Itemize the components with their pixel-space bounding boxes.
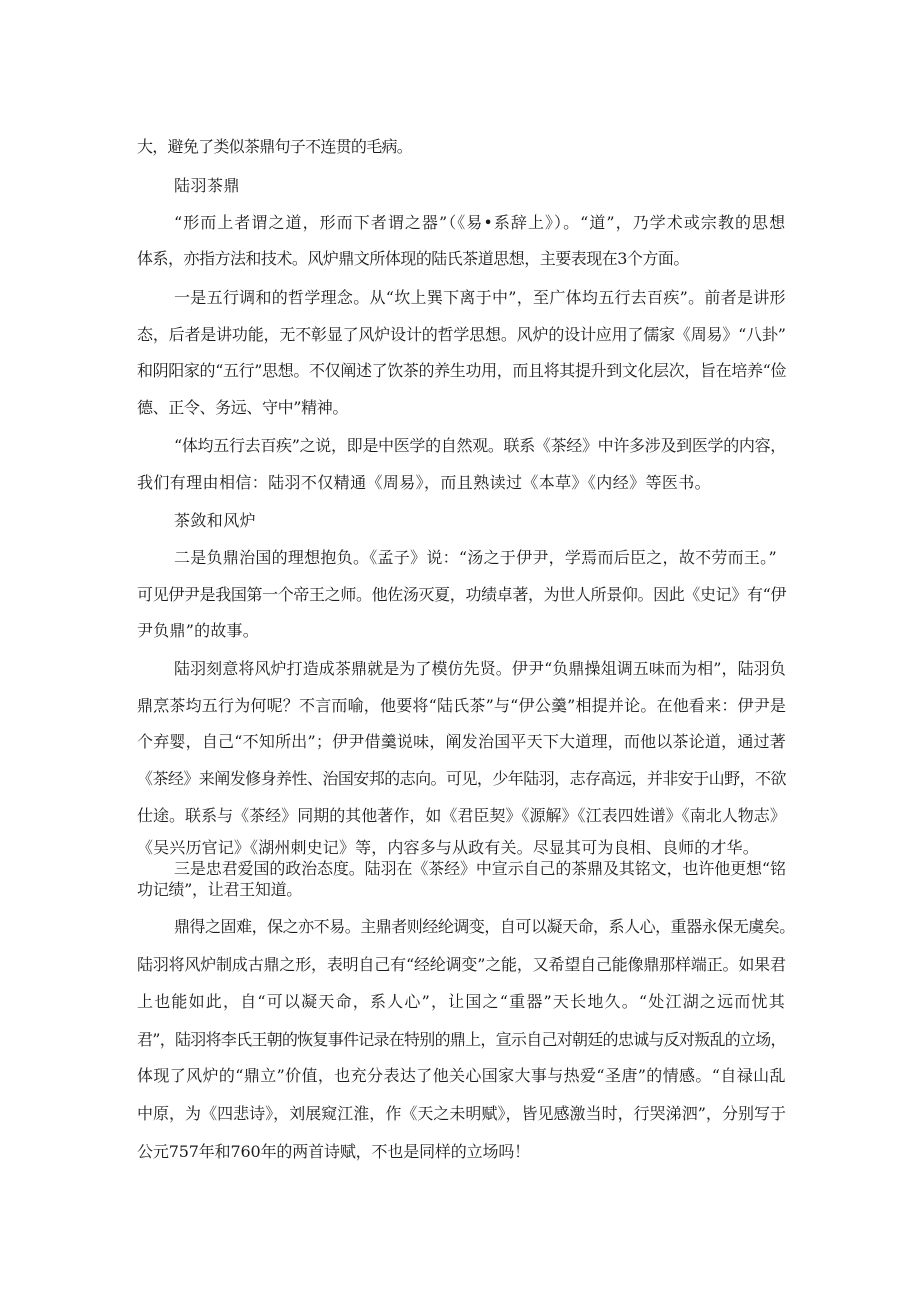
text-line: 《吴兴历官记》《湖州刺史记》等，内容多与从政有关。尽显其可为良相、良师的才华。 [137,838,759,857]
text-line: 陆羽刻意将风炉打造成茶鼎就是为了模仿先贤。伊尹“负鼎操俎调五味而为相”，陆羽负 [174,659,786,678]
text-line: 尹负鼎”的故事。 [137,621,260,640]
text-line: 功记绩”，让君王知道。 [137,880,302,899]
text-line: 仕途。联系与《茶经》同期的其他著作，如《君臣契》《源解》《江表四姓谱》《南北人物志》 [137,806,786,825]
text-line: 陆羽将风炉制成古鼎之形，表明自己有“经纶调变”之能，又希望自己能像鼎那样端正。如果君 [137,955,786,974]
text-line: 公元757年和760年的两首诗赋，不也是同样的立场吗！ [137,1142,531,1161]
text-line: 中原，为《四悲诗》，刘展窥江淮，作《天之未明赋》，皆见感激当时，行哭涕泗”，分别写于 [137,1104,787,1123]
text-line: 态，后者是讲功能，无不彰显了风炉设计的哲学思想。风炉的设计应用了儒家《周易》“八卦” [137,325,786,344]
text-line: 体系，亦指方法和技术。风炉鼎文所体现的陆氏茶道思想，主要表现在3个方面。 [137,249,689,268]
text-line: 《茶经》来阐发修身养性、治国安邦的志向。可见，少年陆羽，志存高远，并非安于山野，不欲 [137,769,786,788]
text-line: 上也能如此，自“可以凝天命，系人心”，让国之“重器”天长地久。“处江湖之远而忧其 [137,992,786,1011]
text-line: 大，避免了类似茶鼎句子不连贯的毛病。 [137,137,413,156]
text-line: “体均五行去百疾”之说，即是中医学的自然观。联系《茶经》中许多涉及到医学的内容， [174,436,786,455]
text-line: 可见伊尹是我国第一个帝王之师。他佐汤灭夏，功绩卓著，为世人所景仰。因此《史记》有“伊 [137,585,787,604]
section-heading: 陆羽茶鼎 [174,176,241,195]
text-line: 体现了风炉的“鼎立”价值，也充分表达了他关心国家大事与热爱“圣唐”的情感。“自禄山乱 [137,1066,786,1085]
text-line: 个弃婴，自己“不知所出”；伊尹借羹说味，阐发治国平天下大道理，而他以茶论道，通过著 [137,732,786,751]
text-line: 鼎烹茶均五行为何呢？不言而喻，他要将“陆氏茶”与“伊公羹”相提并论。在他看来：伊尹是 [137,696,787,715]
text-line: 德、正令、务远、守中”精神。 [137,398,349,417]
text-line: 一是五行调和的哲学理念。从“坎上巽下离于中”，至广体均五行去百疾”。前者是讲形 [174,288,786,307]
text-line: 二是负鼎治国的理想抱负。《孟子》说：“汤之于伊尹，学焉而后臣之，故不劳而王。” [174,548,777,567]
text-line: 君”，陆羽将李氏王朝的恢复事件记录在特别的鼎上，宣示自己对朝廷的忠诚与反对叛乱的立场， [137,1030,786,1049]
text-line: 三是忠君爱国的政治态度。陆羽在《茶经》中宣示自己的茶鼎及其铭文，也许他更想“铭 [174,859,786,878]
text-line: “形而上者谓之道，形而下者谓之器”（《易•系辞上》）。“道”，乃学术或宗教的思想 [174,213,787,232]
text-line: 和阴阳家的“五行”思想。不仅阐述了饮茶的养生功用，而且将其提升到文化层次，旨在培养“俭 [137,361,787,380]
section-heading: 茶敛和风炉 [174,511,257,530]
text-line: 鼎得之固难，保之亦不易。主鼎者则经纶调变，自可以凝天命，系人心，重器永保无虞矣。 [174,917,795,936]
text-line: 我们有理由相信：陆羽不仅精通《周易》，而且熟读过《本草》《内经》等医书。 [137,473,712,492]
